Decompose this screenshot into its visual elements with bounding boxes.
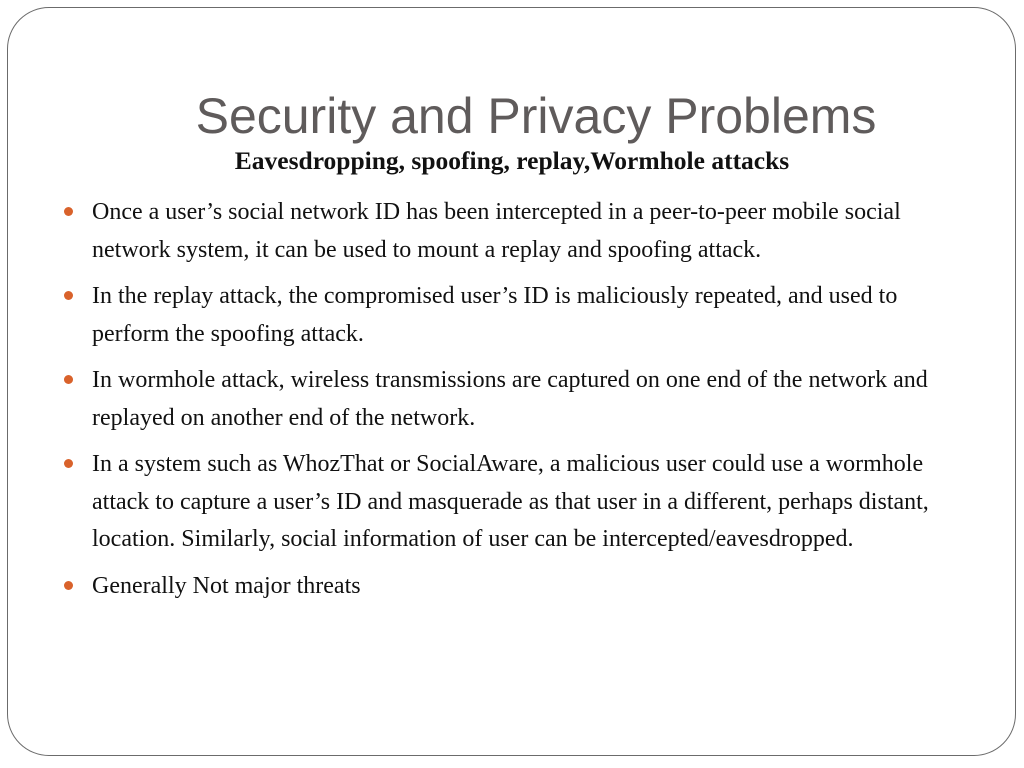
bullet-list xyxy=(62,194,967,614)
bullet-text: In wormhole attack, wireless transmissions are captured on one end of the network and replayed on another end of the network. xyxy=(92,367,928,431)
slide-title: Security and Privacy Problems xyxy=(195,88,877,144)
bullet-text: In a system such as WhozThat or SocialAware, a malicious user could use a wormhole attack to capture a user’s ID and masquerade as that user in a different, perhaps distant, location. Similarly, social information of user can be intercepted/eavesdropped. xyxy=(92,451,929,552)
bullet-marker-icon xyxy=(64,375,73,384)
bullet-marker-icon xyxy=(64,581,73,590)
slide-subtitle: Eavesdropping, spoofing, replay,Wormhole attacks xyxy=(234,146,790,175)
bullet-marker-icon xyxy=(64,207,73,216)
bullet-marker-icon xyxy=(64,291,73,300)
bullet-text: Generally Not major threats xyxy=(92,572,361,599)
bullet-item xyxy=(62,446,967,559)
bullet-item xyxy=(62,362,967,437)
bullet-item xyxy=(62,278,967,353)
bullet-marker-icon xyxy=(64,459,73,468)
bullet-item xyxy=(62,194,967,269)
bullet-text: Once a user’s social network ID has been intercepted in a peer-to-peer mobile social network system, it can be used to mount a replay and spoofing attack. xyxy=(92,199,901,263)
bullet-text: In the replay attack, the compromised user’s ID is maliciously repeated, and used to perform the spoofing attack. xyxy=(92,283,898,347)
bullet-item xyxy=(62,568,967,606)
